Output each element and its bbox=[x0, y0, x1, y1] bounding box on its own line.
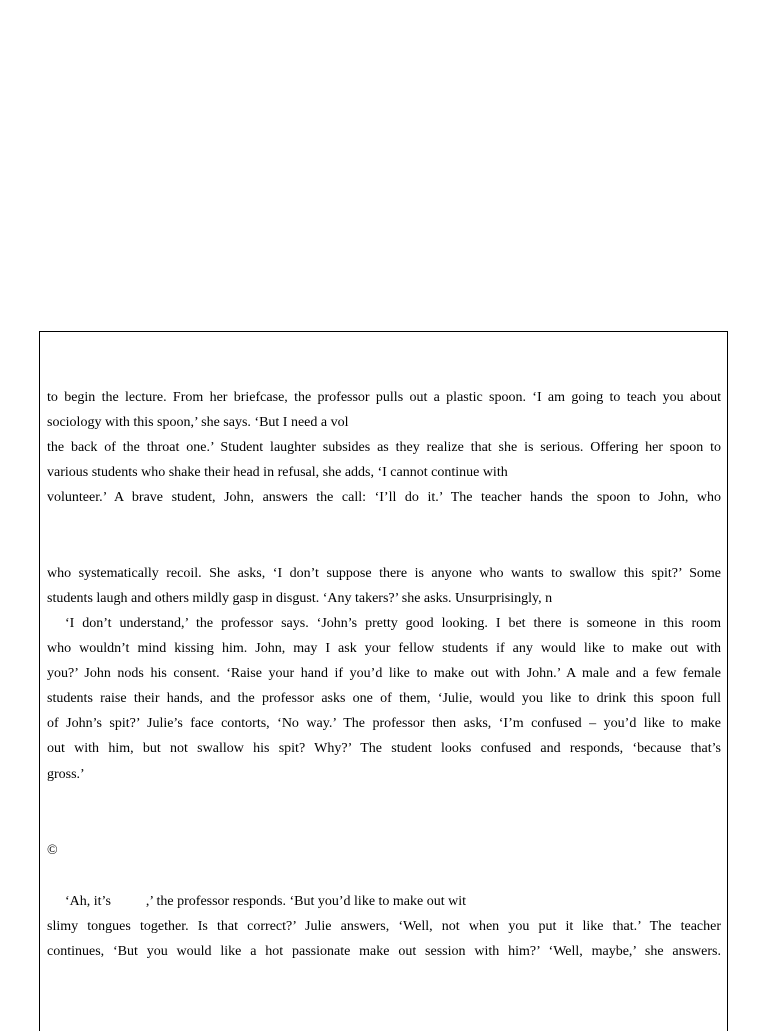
text-line: of John’s spit?’ Julie’s face contorts, ‘No way.’ The professor then asks, ‘I’m confused – you’d like to make bbox=[47, 716, 721, 731]
text-line: who wouldn’t mind kissing him. John, may I ask your fellow students if any would like to make out with bbox=[47, 641, 721, 656]
text-line: you?’ John nods his consent. ‘Raise your hand if you’d like to make out with John.’ A male and a few female bbox=[47, 666, 721, 681]
text-line: to begin the lecture. From her briefcase, the professor pulls out a plastic spoon. ‘I am going to teach you about bbox=[47, 390, 721, 405]
text-line: out with him, but not swallow his spit? Why?’ The student looks confused and responds, ‘because that’s bbox=[47, 741, 721, 756]
text-line: volunteer.’ A brave student, John, answers the call: ‘I’ll do it.’ The teacher hands the spoon to John, who bbox=[47, 490, 721, 505]
text-line: slimy tongues together. Is that correct?’ Julie answers, ‘Well, not when you put it like that.’ The teacher bbox=[47, 919, 721, 934]
text-line: various students who shake their head in refusal, she adds, ‘I cannot continue with bbox=[47, 465, 508, 480]
text-line: who systematically recoil. She asks, ‘I don’t suppose there is anyone who wants to swallow this spit?’ Some bbox=[47, 566, 721, 581]
text-line: continues, ‘But you would like a hot passionate make out session with him?’ ‘Well, maybe,’ she answers. bbox=[47, 944, 721, 959]
text-line-indented: ‘Ah, it’s ,’ the professor responds. ‘But you’d like to make out wit bbox=[65, 894, 467, 909]
text-line: students raise their hands, and the professor asks one of them, ‘Julie, would you like to drink this spoon full bbox=[47, 691, 721, 706]
copyright-symbol: © bbox=[47, 843, 58, 858]
text-line: the back of the throat one.’ Student laughter subsides as they realize that she is serious. Offering her spoon to bbox=[47, 440, 721, 455]
text-line: students laugh and others mildly gasp in disgust. ‘Any takers?’ she asks. Unsurprisingly, n bbox=[47, 591, 553, 606]
text-line: gross.’ bbox=[47, 767, 85, 782]
text-line-indented: ‘I don’t understand,’ the professor says. ‘John’s pretty good looking. I bet there is someone in this room bbox=[65, 616, 721, 631]
text-line: sociology with this spoon,’ she says. ‘But I need a vol bbox=[47, 415, 349, 430]
